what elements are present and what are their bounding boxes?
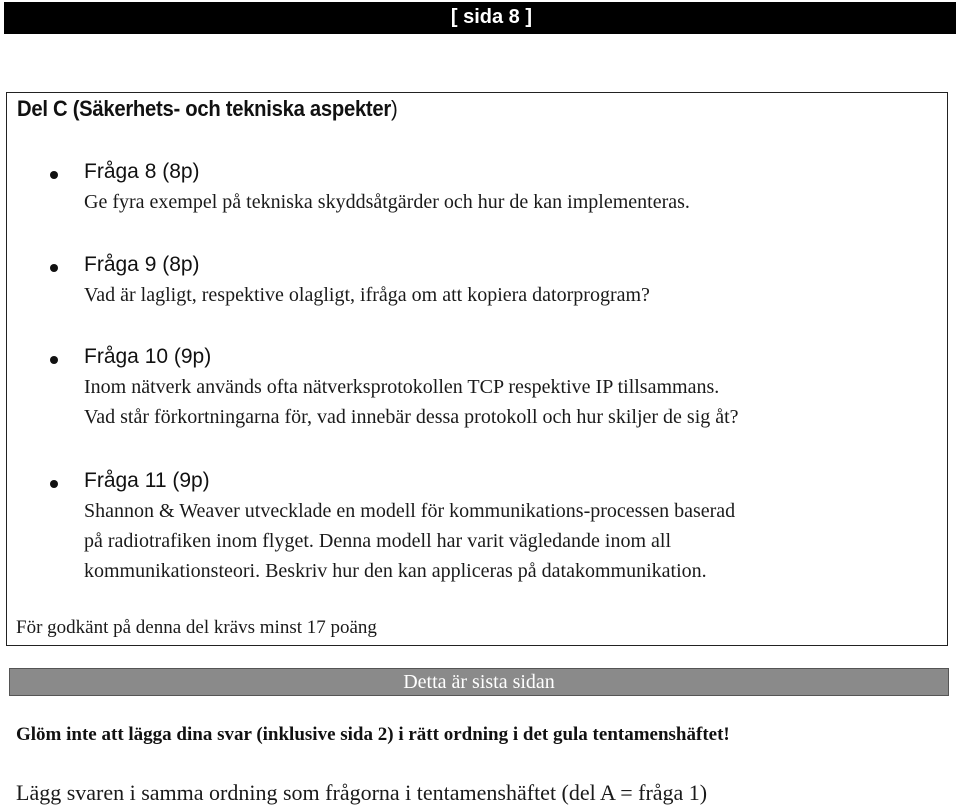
- section-c-box: [6, 92, 948, 646]
- question-text-line: på radiotrafiken inom flyget. Denna modell har varit vägledande inom all: [84, 530, 672, 552]
- question-text-line: kommunikationsteori. Beskriv hur den kan appliceras på datakommunikation.: [84, 560, 707, 582]
- answer-order-note: Lägg svaren i samma ordning som frågorna i tentamenshäftet (del A = fråga 1): [16, 780, 708, 805]
- section-title: [17, 96, 397, 122]
- bullet-icon: [50, 264, 58, 272]
- question-text-line: Inom nätverk används ofta nätverksprotokollen TCP respektive IP tillsammans.: [84, 376, 720, 398]
- question-text-line: Vad är lagligt, respektive olagligt, ifråga om att kopiera datorprogram?: [84, 284, 650, 306]
- page-header: [4, 2, 956, 34]
- last-page-banner: Detta är sista sidan: [9, 668, 949, 696]
- question-title: Fråga 10 (9p): [84, 345, 212, 368]
- bullet-icon: [50, 171, 58, 179]
- page-number-label: [ sida 8 ]: [450, 6, 532, 28]
- bullet-icon: [50, 356, 58, 364]
- section-title-close-paren: ): [390, 96, 398, 121]
- question-title: Fråga 9 (8p): [84, 253, 200, 276]
- question-title: Fråga 11 (9p): [84, 469, 210, 492]
- section-title-text: Del C (Säkerhets- och tekniska aspekter: [17, 96, 391, 121]
- submission-reminder: Glöm inte att lägga dina svar (inklusive sida 2) i rätt ordning i det gula tentamenshäftet!: [16, 724, 730, 745]
- question-text-line: Vad står förkortningarna för, vad innebär dessa protokoll och hur skiljer de sig åt?: [84, 406, 739, 428]
- bullet-icon: [50, 480, 58, 488]
- question-text-line: Shannon & Weaver utvecklade en modell för kommunikations-processen baserad: [84, 500, 736, 522]
- pass-requirement-note: För godkänt på denna del krävs minst 17 poäng: [16, 617, 377, 638]
- question-title: Fråga 8 (8p): [84, 160, 200, 183]
- question-text-line: Ge fyra exempel på tekniska skyddsåtgärder och hur de kan implementeras.: [84, 191, 690, 213]
